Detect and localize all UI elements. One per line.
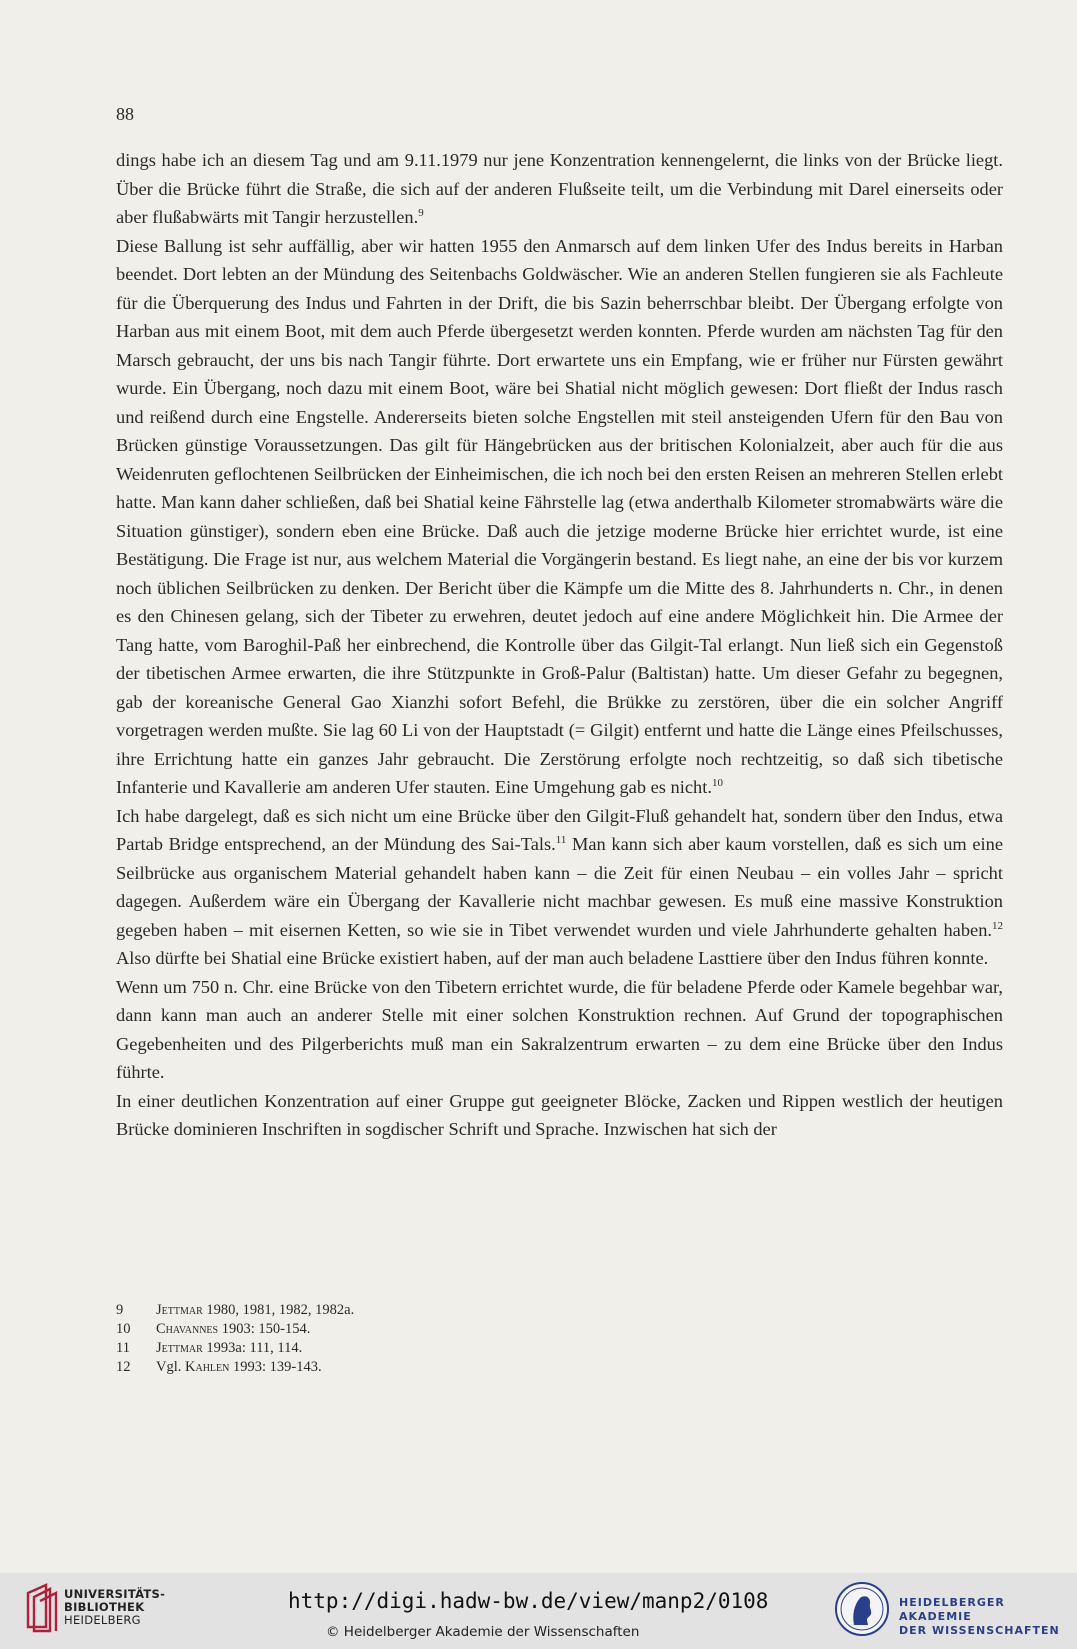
footnote-number: 10 bbox=[116, 1321, 131, 1337]
footnote-text: Vgl. Kahlen 1993: 139-143. bbox=[156, 1359, 322, 1375]
footer-bar bbox=[0, 1573, 1077, 1649]
footnote-number: 12 bbox=[116, 1359, 131, 1375]
footnote-ref-12[interactable]: 12 bbox=[992, 919, 1003, 932]
copyright-notice: © Heidelberger Akademie der Wissenschaften bbox=[326, 1624, 640, 1640]
footnote-author: Chavannes bbox=[156, 1321, 219, 1337]
body-text bbox=[116, 146, 1003, 1144]
paragraph-1: dings habe ich an diesem Tag und am 9.11.1979 nur jene Konzentration kennengelernt, die links von der Brücke liegt. Über die Brücke führt die Straße, die sich auf der anderen Flußseite teilt, um die Verbindung mit Darel einerseits oder aber flußabwärts mit Tangir herzustellen.$^9$ bbox=[116, 150, 1003, 227]
university-library-name: UNIVERSITÄTS- BIBLIOTHEK HEIDELBERG bbox=[64, 1587, 166, 1627]
footnote-author: Kahlen bbox=[185, 1359, 230, 1375]
footnote-item bbox=[116, 1339, 816, 1358]
paragraph-3: Ich habe dargelegt, daß es sich nicht um eine Brücke über den Gilgit-Fluß gehandelt hat, sondern über den Indus, etwa Partab Bridge entsprechend, an der Mündung des Sai-Tals.$^{11}$ Man kann sich aber kaum vorstellen, daß es sich um eine Seilbrücke aus organischem Material gehandelt haben kann – die Zeit für einen Neubau – ein volles Jahr – spricht dagegen. Außerdem wäre ein Übergang der Kavallerie nicht machbar gewesen. Es muß eine massive Konstruktion gegeben haben – mit eisernen Ketten, so wie sie in Tibet verwendet wurden und viele Jahrhunderte gehalten haben.$^{12}$ Also dürfte bei Shatial eine Brücke existiert haben, auf der man auch beladene Lasttiere über den Indus führen konnte. bbox=[116, 805, 1003, 968]
footnote-item bbox=[116, 1358, 816, 1377]
page-number: 88 bbox=[116, 104, 134, 124]
permalink-url[interactable]: http://digi.hadw-bw.de/view/manp2/0108 bbox=[288, 1589, 769, 1613]
paragraph-5: In einer deutlichen Konzentration auf einer Gruppe gut geeigneter Blöcke, Zacken und Rippen westlich der heutigen Brücke dominieren Inschriften in sogdischer Schrift und Sprache. Inzwischen hat sich der bbox=[116, 1090, 1003, 1139]
footnote-author: Jettmar bbox=[156, 1340, 203, 1356]
footnote-ref-11[interactable]: 11 bbox=[555, 834, 567, 846]
university-library-logo-icon bbox=[24, 1583, 60, 1633]
paragraph-4: Wenn um 750 n. Chr. eine Brücke von den Tibetern errichtet wurde, die für beladene Pferde oder Kamele begehbar war, dann kann man auch an anderer Stelle mit einer solchen Konstruktion rechnen. Auf Grund der topographischen Gegebenheiten und des Pilgerberichts muß man ein Sakralzentrum erwarten – zu dem eine Brücke über den Indus führte. bbox=[116, 976, 1003, 1082]
academy-name: HEIDELBERGER AKADEMIE DER WISSENSCHAFTEN bbox=[899, 1596, 1060, 1637]
footnote-text: Jettmar 1993a: 111, 114. bbox=[156, 1340, 303, 1356]
footnote-author: Jettmar bbox=[156, 1302, 203, 1318]
footnote-ref-10[interactable]: 10 bbox=[711, 777, 723, 789]
footnote-item bbox=[116, 1301, 816, 1320]
footnote-text: Chavannes 1903: 150-154. bbox=[156, 1321, 311, 1337]
footnote-item bbox=[116, 1320, 816, 1339]
footnote-ref-9[interactable]: 9 bbox=[418, 207, 424, 219]
footnote-number: 9 bbox=[116, 1302, 124, 1318]
footnotes bbox=[116, 1301, 816, 1377]
academy-seal-icon bbox=[834, 1581, 890, 1637]
footnote-number: 11 bbox=[116, 1340, 130, 1356]
footnote-text: Jettmar 1980, 1981, 1982, 1982a. bbox=[156, 1302, 355, 1318]
paragraph-2: Diese Ballung ist sehr auffällig, aber wir hatten 1955 den Anmarsch auf dem linken Ufer des Indus bereits in Harban beendet. Dort lebten an der Mündung des Seitenbachs Goldwäscher. Wie an anderen Stellen fungieren sie als Fachleute für die Überquerung des Indus und Fahrten in der Drift, die bis Sazin beherrschbar bleibt. Der Übergang erfolgte von Harban aus mit einem Boot, mit dem auch Pferde übergesetzt werden konnten. Pferde wurden am nächsten Tag für den Marsch gebraucht, der uns bis nach Tangir führte. Dort erwartete uns ein Empfang, wie er früher nur Fürsten gewährt wurde. Ein Übergang, noch dazu mit einem Boot, wäre bei Shatial nicht möglich gewesen: Dort fließt der Indus rasch und reißend durch eine Engstelle. Andererseits bieten solche Engstellen mit steil ansteigenden Ufern für den Bau von Brücken günstige Voraussetzungen. Das gilt für Hängebrücken aus der britischen Kolonialzeit, aber auch für die aus Weidenruten geflochtenen Seilbrücken der Einheimischen, die ich noch bei den ersten Reisen an mehreren Stellen erlebt hatte. Man kann daher schließen, daß bei Shatial keine Fährstelle lag (etwa anderthalb Kilometer stromabwärts wäre die Situation günstiger), sondern eben eine Brücke. Daß auch die jetzige moderne Brücke hier errichtet wurde, ist eine Bestätigung. Die Frage ist nur, aus welchem Material die Vorgängerin bestand. Es liegt nahe, an eine der bis vor kurzem noch üblichen Seilbrücken zu denken. Der Bericht über die Kämpfe um die Mitte des 8. Jahrhunderts n. Chr., in denen es den Chinesen gelang, sich der Tibeter zu erwehren, deutet jedoch auf eine andere Möglichkeit hin. Die Armee der Tang hatte, vom Baroghil-Paß her einbrechend, die Kontrolle über das Gilgit-Tal erlangt. Nun ließ sich ein Gegenstoß der tibetischen Armee erwarten, die ihre Stützpunkte in Groß-Palur (Baltistan) hatte. Um dieser Gefahr zu begegnen, gab der koreanische General Gao Xianzhi sofort Befehl, die Brükke zu zerstören, über die ein solcher Angriff vorgetragen werden mußte. Sie lag 60 Li von der Hauptstadt (= Gilgit) entfernt und hatte die Länge eines Pfeilschusses, ihre Errichtung hatte ein ganzes Jahr gebraucht. Die Zerstörung erfolgte noch rechtzeitig, so daß sich tibetische Infanterie und Kavallerie am anderen Ufer stauten. Eine Umgehung gab es nicht.$^{10}$ bbox=[116, 235, 1003, 797]
